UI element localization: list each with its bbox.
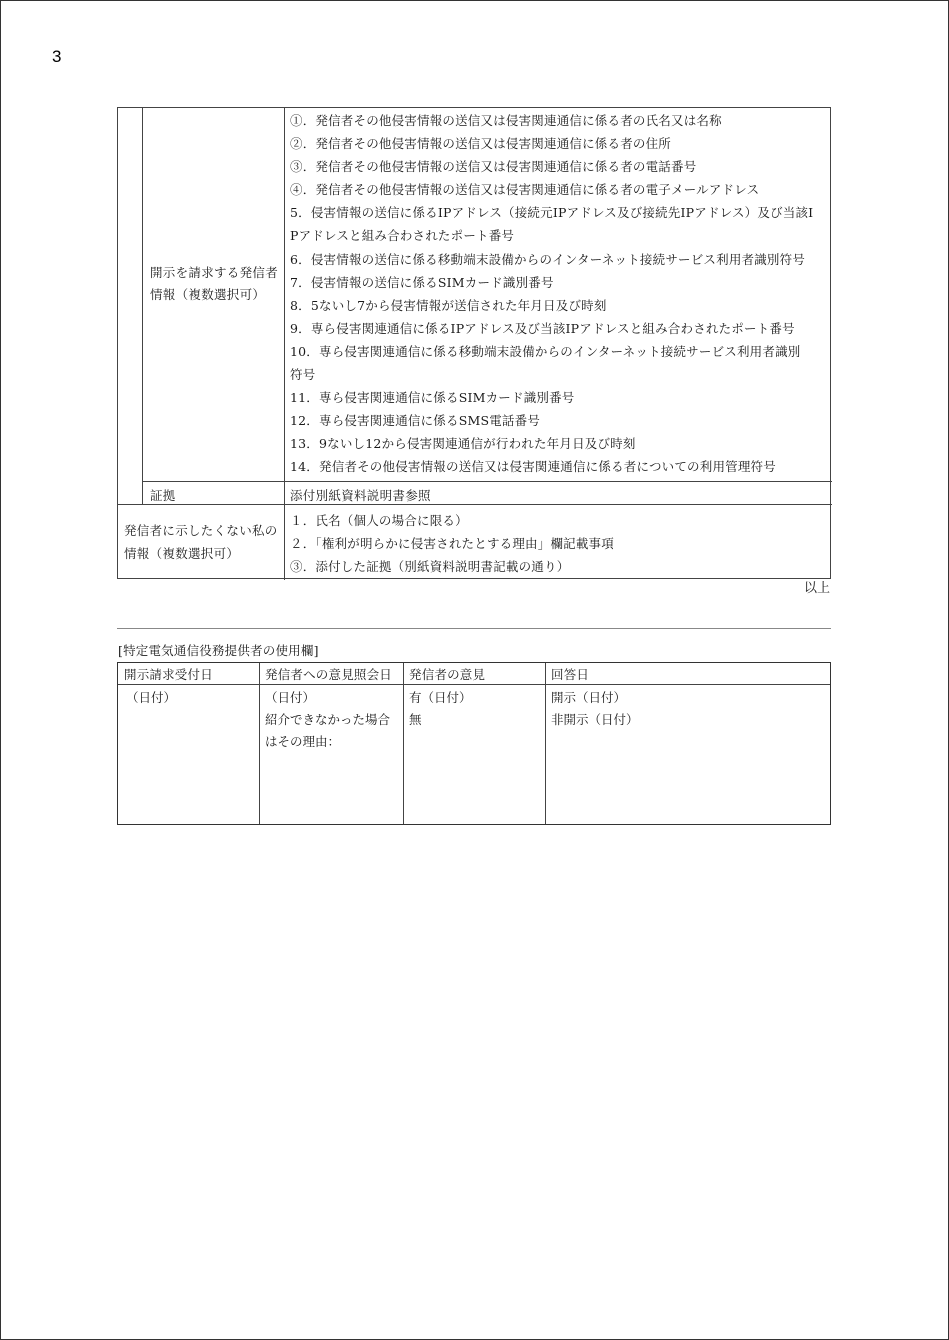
list-item: ③．添付した証拠（別紙資料説明書記載の通り） — [290, 559, 570, 575]
private-info-label: 発信者に示したくない私の情報（複数選択可） — [124, 523, 278, 561]
disclose-info-list — [290, 109, 813, 479]
table-divider — [403, 663, 404, 824]
end-mark: 以上 — [804, 581, 831, 596]
header-answer-date: 回答日 — [551, 667, 590, 682]
table-divider — [118, 684, 830, 685]
evidence-label: 証拠 — [150, 488, 176, 503]
answer-disclose-value: 開示（日付） — [551, 690, 627, 705]
request-info-table — [117, 107, 831, 579]
opinion-yes-value: 有（日付） — [409, 690, 472, 705]
list-item: 7．侵害情報の送信に係るSIMカード識別番号 — [290, 274, 554, 290]
table-divider — [545, 663, 546, 824]
table-divider — [259, 663, 260, 824]
inquiry-note-line: はその理由： — [265, 734, 341, 749]
table-divider — [142, 481, 832, 482]
list-item: Pアドレスと組み合わされたポート番号 — [290, 228, 515, 244]
inquiry-date-value: （日付） — [265, 690, 316, 705]
opinion-no-value: 無 — [409, 712, 422, 727]
list-item: 5．侵害情報の送信に係るIPアドレス（接続元IPアドレス及び接続先IPアドレス）及び当該I — [290, 205, 814, 221]
table-divider — [284, 108, 285, 580]
list-item: 14．発信者その他侵害情報の送信又は侵害関連通信に係る者についての利用管理符号 — [290, 459, 776, 475]
table-divider — [142, 108, 143, 504]
header-receipt-date: 開示請求受付日 — [124, 667, 213, 682]
evidence-value: 添付別紙資料説明書参照 — [290, 488, 431, 503]
usage-section-title: [特定電気通信役務提供者の使用欄] — [118, 643, 319, 658]
receipt-date-value: （日付） — [126, 690, 177, 705]
list-item: 6．侵害情報の送信に係る移動端末設備からのインターネット接続サービス利用者識別符号 — [290, 251, 806, 267]
list-item: 10．専ら侵害関連通信に係る移動端末設備からのインターネット接続サービス利用者識別 — [290, 343, 801, 359]
provider-usage-table — [117, 662, 831, 825]
list-item: 12．専ら侵害関連通信に係るSMS電話番号 — [290, 413, 541, 429]
list-item: ２．「権利が明らかに侵害されたとする理由」欄記載事項 — [290, 536, 614, 552]
section-separator — [117, 628, 831, 629]
list-item: ④．発信者その他侵害情報の送信又は侵害関連通信に係る者の電子メールアドレス — [290, 182, 760, 198]
list-item: 13．9ないし12から侵害関連通信が行われた年月日及び時刻 — [290, 436, 636, 452]
list-item: ①．発信者その他侵害情報の送信又は侵害関連通信に係る者の氏名又は名称 — [290, 113, 722, 128]
list-item: 8．5ないし7から侵害情報が送信された年月日及び時刻 — [290, 297, 607, 313]
list-item: 11．専ら侵害関連通信に係るSIMカード識別番号 — [290, 390, 575, 406]
private-info-list — [290, 509, 614, 578]
answer-nondisclose-value: 非開示（日付） — [551, 712, 639, 727]
list-item: 9．専ら侵害関連通信に係るIPアドレス及び当該IPアドレスと組み合わされたポート番号 — [290, 320, 795, 336]
list-item: ②．発信者その他侵害情報の送信又は侵害関連通信に係る者の住所 — [290, 136, 672, 152]
header-sender-opinion: 発信者の意見 — [409, 667, 486, 682]
page-number: 3 — [52, 47, 62, 66]
list-item: １．氏名（個人の場合に限る） — [290, 513, 468, 528]
disclose-info-label: 開示を請求する発信者情報（複数選択可） — [150, 265, 279, 302]
list-item: 符号 — [290, 367, 316, 383]
list-item: ③．発信者その他侵害情報の送信又は侵害関連通信に係る者の電話番号 — [290, 159, 697, 175]
inquiry-note-line: 紹介できなかった場合 — [265, 712, 391, 727]
header-inquiry-date: 発信者への意見照会日 — [265, 667, 393, 682]
table-divider — [118, 504, 832, 505]
